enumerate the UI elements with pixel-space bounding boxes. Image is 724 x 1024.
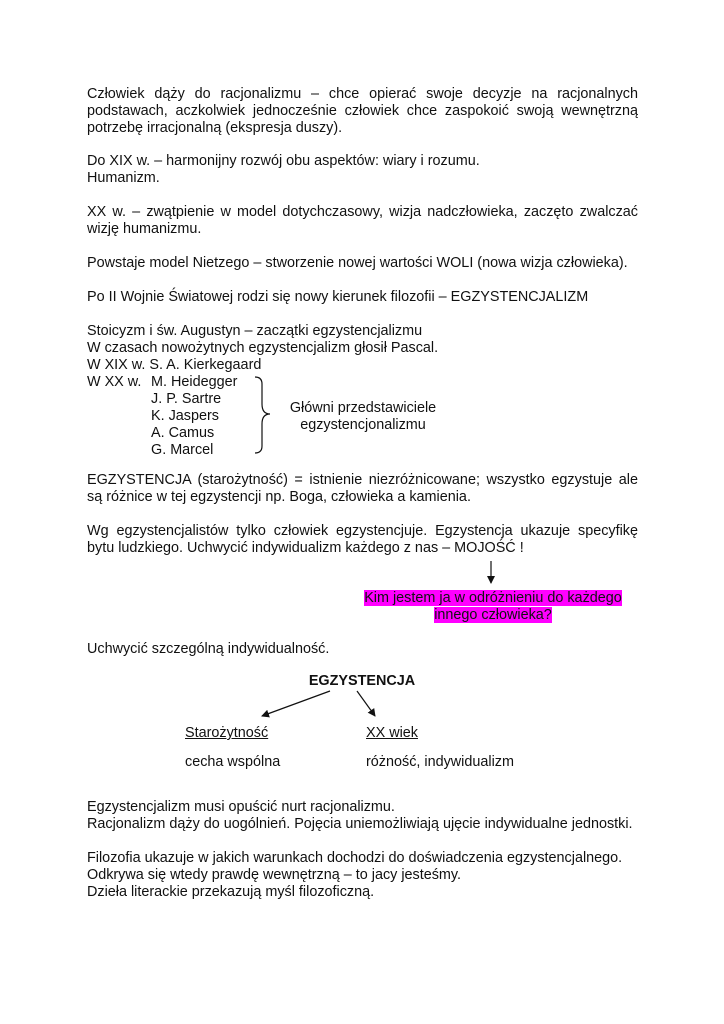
- brace-label: [268, 400, 458, 434]
- closing-line-2: Racjonalizm dąży do uogólnień. Pojęcia uniemożliwiają ujęcie indywidualne jednostki.: [87, 816, 633, 832]
- diagram-root: EGZYSTENCJA: [308, 673, 416, 689]
- philosopher-name: K. Jaspers: [151, 408, 219, 424]
- paragraph-kierkegaard: W XIX w. S. A. Kierkegaard: [87, 357, 262, 373]
- diagram-right-description: różność, indywidualizm: [366, 754, 514, 770]
- closing-line-5: Dzieła literackie przekazują myśl filozoficzną.: [87, 884, 375, 900]
- highlight-question: [338, 590, 648, 624]
- arrow-to-right-branch: [357, 691, 375, 716]
- philosopher-name: G. Marcel: [151, 442, 214, 458]
- paragraph-pascal: W czasach nowożytnych egzystencjalizm głosił Pascal.: [87, 340, 439, 356]
- highlight-question-line1: Kim jestem ja w odróżnieniu do każdego: [364, 590, 622, 606]
- closing-line-4: Odkrywa się wtedy prawdę wewnętrzną – to jacy jesteśmy.: [87, 867, 462, 883]
- arrow-to-left-branch: [262, 691, 330, 716]
- highlight-question-line2: innego człowieka?: [434, 607, 552, 623]
- diagram-left-description: cecha wspólna: [185, 754, 281, 770]
- philosopher-name: M. Heidegger: [151, 374, 238, 390]
- paragraph-post-war: Po II Wojnie Światowej rodzi się nowy kierunek filozofii – EGZYSTENCJALIZM: [87, 289, 589, 305]
- diagram-right-heading: XX wiek: [366, 725, 418, 741]
- brace-label-line2: egzystencjonalizmu: [300, 417, 426, 433]
- paragraph-rationalism: Człowiek dąży do racjonalizmu – chce opierać swoje decyzje na racjonalnych podstawach, aczkolwiek jednocześnie człowiek chce zaspokoić swoją wewnętrzną potrzebę irracjonalną (ekspresja duszy).: [87, 86, 638, 136]
- philosopher-name: A. Camus: [151, 425, 215, 441]
- diagram-left-heading: Starożytność: [185, 725, 269, 741]
- paragraph-stoicism: Stoicyzm i św. Augustyn – zaczątki egzystencjalizmu: [87, 323, 423, 339]
- paragraph-existentialists: Wg egzystencjalistów tylko człowiek egzystencjuje. Egzystencja ukazuje specyfikę bytu ludzkiego. Uchwycić indywidualizm każdego z nas – MOJOŚĆ !: [87, 523, 638, 556]
- brace-label-line1: Główni przedstawiciele: [289, 400, 437, 416]
- paragraph-humanism: Humanizm.: [87, 170, 160, 186]
- paragraph-xix-century: Do XIX w. – harmonijny rozwój obu aspektów: wiary i rozumu.: [87, 153, 480, 169]
- closing-line-1: Egzystencjalizm musi opuścić nurt racjonalizmu.: [87, 799, 395, 815]
- paragraph-existence-definition: EGZYSTENCJA (starożytność) = istnienie niezróżnicowane; wszystko egzystuje ale są różnice w tej egzystencji np. Boga, człowieka a kamienia.: [87, 472, 638, 505]
- paragraph-xx-century: XX w. – zwątpienie w model dotychczasowy, wizja nadczłowieka, zaczęto zwalczać wizję humanizmu.: [87, 204, 638, 237]
- philosopher-name: J. P. Sartre: [151, 391, 222, 407]
- paragraph-nietzsche: Powstaje model Nietzego – stworzenie nowej wartości WOLI (nowa wizja człowieka).: [87, 255, 628, 271]
- closing-line-3: Filozofia ukazuje w jakich warunkach dochodzi do doświadczenia egzystencjalnego.: [87, 850, 623, 866]
- paragraph-individuality: Uchwycić szczególną indywidualność.: [87, 641, 330, 657]
- paragraph-xx-prefix: W XX w.: [87, 374, 142, 390]
